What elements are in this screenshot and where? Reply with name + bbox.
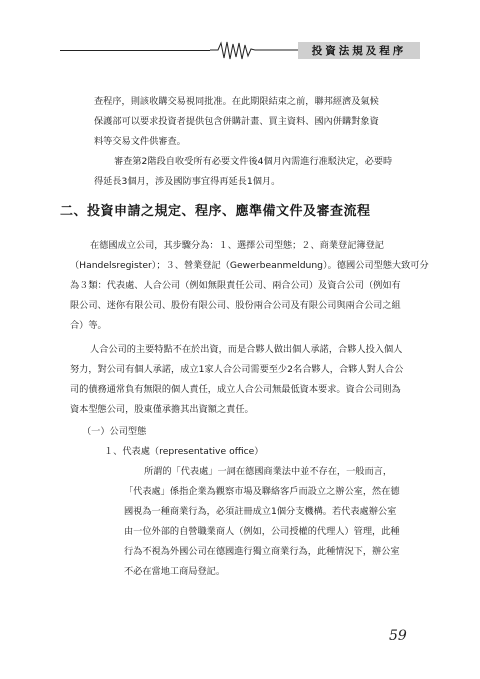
text-line: 人合公司的主要特點不在於出資，而是合夥人做出個人承諾，合夥人投入個人 — [90, 344, 403, 355]
section-heading: 二、投資申請之規定、程序、應準備文件及審查流程 — [60, 204, 371, 219]
subsection-heading: （一）公司型態 — [82, 426, 147, 437]
text-line: （Handelsregister）；３、營業登記（Gewerbeanmeldung）。德國公司型態大致可分 — [70, 260, 429, 271]
text-line: 為３類：代表處、人合公司（例如無限責任公司、兩合公司）及資合公司（例如有 — [70, 280, 401, 291]
text-line: 所謂的「代表處」一詞在德國商業法中並不存在，一般而言， — [144, 466, 393, 477]
partnership-paragraph — [70, 340, 420, 420]
header-title-box — [298, 42, 420, 59]
text-line: 限公司、迷你有限公司、股份有限公司、股份兩合公司及有限公司與兩合公司之組 — [70, 300, 401, 311]
text-line: 努力，對公司有個人承諾，成立1家人合公司需要至少2名合夥人，合夥人對人合公 — [70, 364, 404, 375]
company-steps-paragraph — [70, 236, 429, 336]
text-line: 保護部可以要求投資者提供包含併購計畫、買主資料、國內併購對象資 — [94, 116, 379, 127]
text-line: 在德國成立公司，其步驟分為：１、選擇公司型態；２、商業登記簿登記 — [90, 240, 384, 251]
running-header — [60, 40, 420, 64]
text-line: 不必在當地工商局登記。 — [124, 566, 226, 577]
text-line: 合）等。 — [70, 320, 107, 331]
header-rule-left — [60, 50, 210, 51]
item-heading: １、代表處（representative office） — [104, 446, 264, 457]
text-line: 查程序，則該收購交易視同批准。在此期限結束之前，聯邦經濟及氣候 — [94, 96, 379, 107]
text-line: 行為不視為外國公司在德國進行獨立商業行為，此種情況下，辦公室 — [124, 546, 400, 557]
text-line: 「代表處」係指企業為觀察市場及聯絡客戶而設立之辦公室，然在德 — [124, 486, 400, 497]
page-body — [60, 92, 429, 582]
text-line: 料等交易文件供審查。 — [94, 136, 186, 147]
text-line: 由一位外部的自營職業商人（例如，公司授權的代理人）管理，此種 — [124, 526, 400, 537]
text-line: 審查第2階段自收受所有必要文件後4個月內需進行准駁決定，必要時 — [114, 156, 393, 167]
representative-office-paragraph — [70, 462, 420, 582]
heartbeat-wave-icon — [210, 40, 298, 62]
header-title: 投資法規及程序 — [311, 45, 407, 57]
text-line: 得延長3個月，涉及國防事宜得再延長1個月。 — [94, 176, 281, 187]
intro-paragraph — [70, 92, 420, 152]
page-number: 59 — [389, 628, 407, 644]
text-line: 資本型態公司，股東僅承擔其出資額之責任。 — [70, 404, 254, 415]
text-line: 國視為一種商業行為，必須註冊成立1個分支機構。若代表處辦公室 — [124, 506, 397, 517]
text-line: 司的債務通常負有無限的個人責任，成立人合公司無最低資本要求。資合公司則為 — [70, 384, 401, 395]
review-paragraph — [70, 152, 420, 192]
